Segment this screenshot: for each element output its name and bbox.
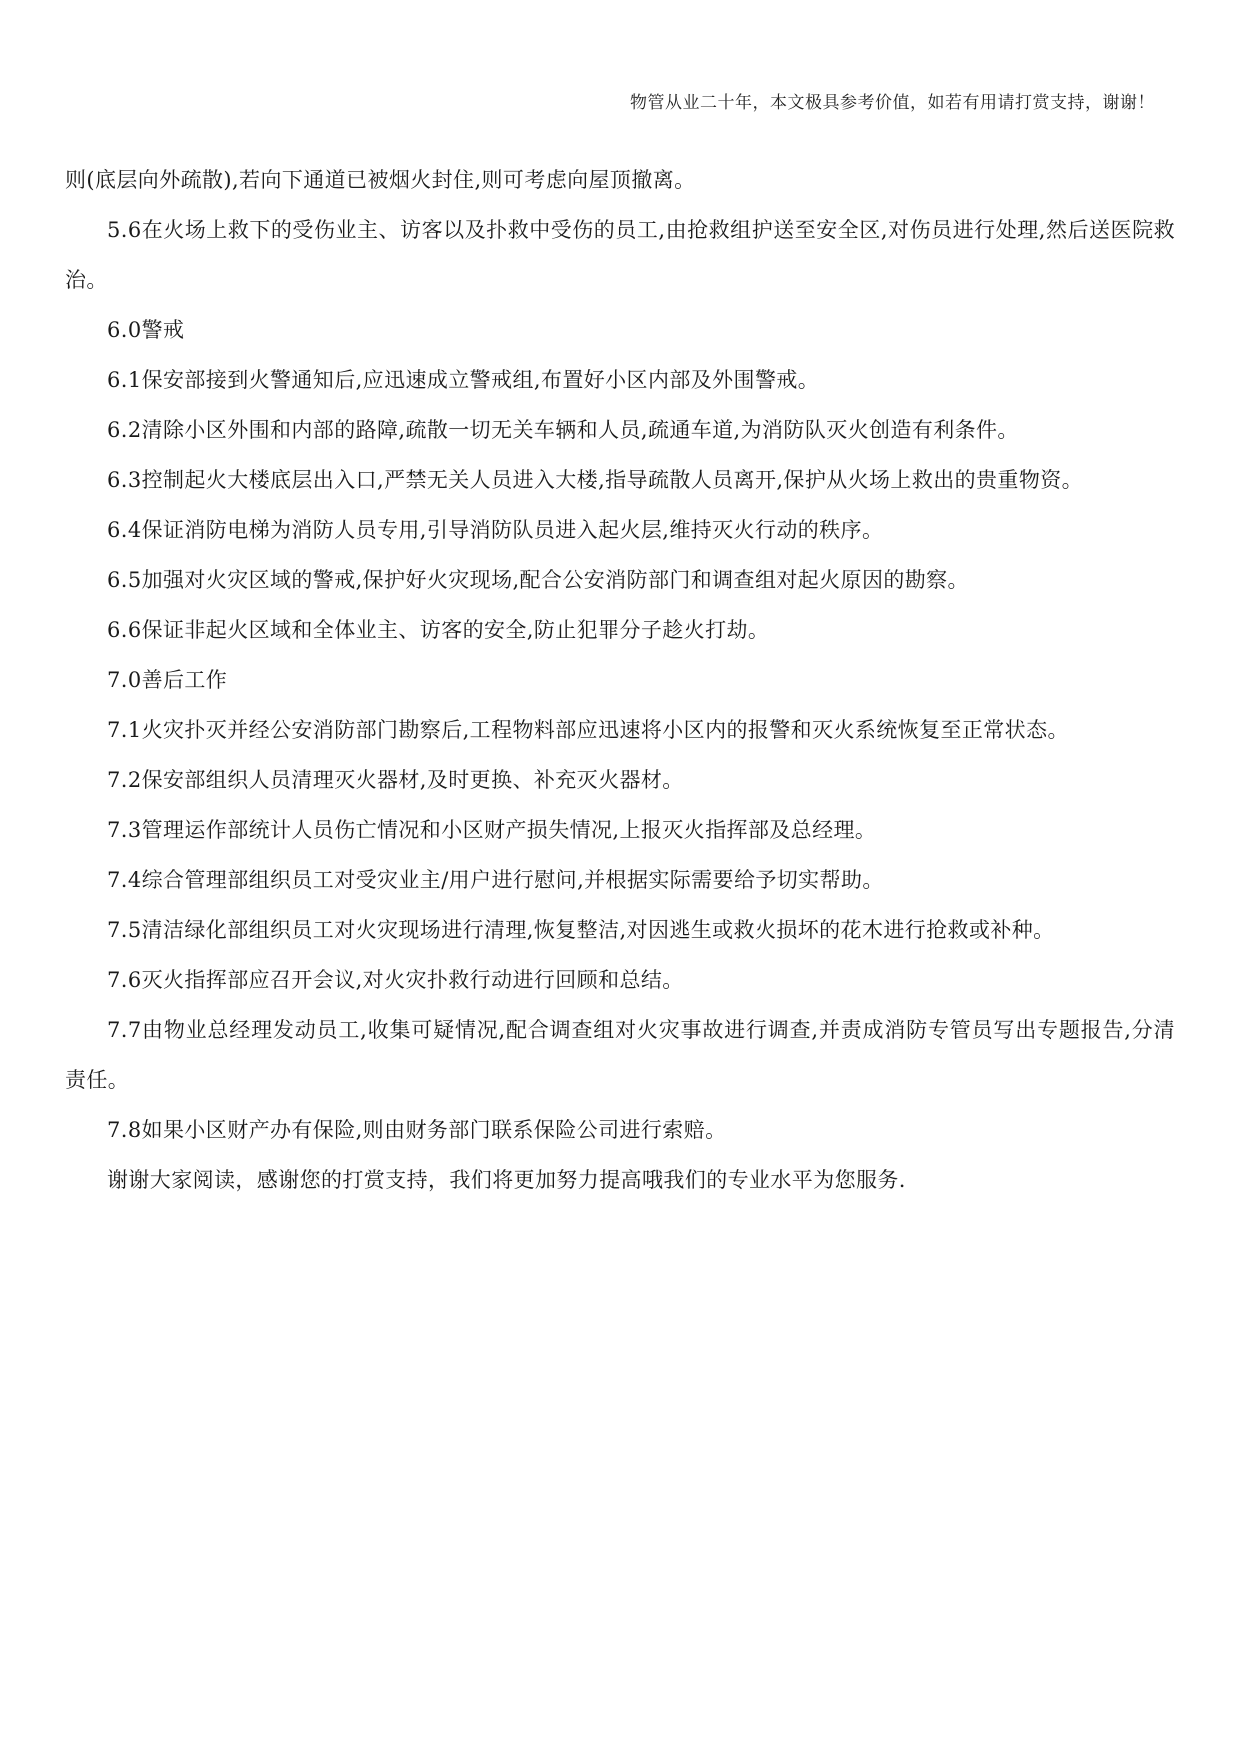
paragraph: 7.6灭火指挥部应召开会议,对火灾扑救行动进行回顾和总结。: [107, 968, 684, 992]
section-heading: 7.0善后工作: [107, 668, 228, 692]
document-body: [65, 155, 1175, 1205]
paragraph: 7.4综合管理部组织员工对受灾业主/用户进行慰问,并根据实际需要给予切实帮助。: [107, 868, 884, 892]
paragraph: 6.6保证非起火区域和全体业主、访客的安全,防止犯罪分子趁火打劫。: [107, 618, 770, 642]
paragraph: 6.5加强对火灾区域的警戒,保护好火灾现场,配合公安消防部门和调查组对起火原因的勘察。: [107, 568, 969, 592]
paragraph: 7.2保安部组织人员清理灭火器材,及时更换、补充灭火器材。: [107, 768, 684, 792]
paragraph: 6.1保安部接到火警通知后,应迅速成立警戒组,布置好小区内部及外围警戒。: [107, 368, 820, 392]
paragraph: 7.3管理运作部统计人员伤亡情况和小区财产损失情况,上报灭火指挥部及总经理。: [107, 818, 877, 842]
section-heading: 6.0警戒: [107, 318, 185, 342]
paragraph: 7.7由物业总经理发动员工,收集可疑情况,配合调查组对火灾事故进行调查,并责成消防专管员写出专题报告,分清责任。: [65, 1018, 1175, 1092]
closing-note: 谢谢大家阅读，感谢您的打赏支持，我们将更加努力提高哦我们的专业水平为您服务.: [107, 1168, 906, 1192]
header-note: 物管从业二十年，本文极具参考价值，如若有用请打赏支持，谢谢！: [630, 93, 1155, 113]
paragraph: 7.5清洁绿化部组织员工对火灾现场进行清理,恢复整洁,对因逃生或救火损坏的花木进行抢救或补种。: [107, 918, 1055, 942]
paragraph: 6.2清除小区外围和内部的路障,疏散一切无关车辆和人员,疏通车道,为消防队灭火创造有利条件。: [107, 418, 1019, 442]
paragraph: 5.6在火场上救下的受伤业主、访客以及扑救中受伤的员工,由抢救组护送至安全区,对伤员进行处理,然后送医院救治。: [65, 218, 1175, 292]
paragraph: 6.3控制起火大楼底层出入口,严禁无关人员进入大楼,指导疏散人员离开,保护从火场上救出的贵重物资。: [107, 468, 1084, 492]
paragraph: 6.4保证消防电梯为消防人员专用,引导消防队员进入起火层,维持灭火行动的秩序。: [107, 518, 884, 542]
paragraph: 则(底层向外疏散),若向下通道已被烟火封住,则可考虑向屋顶撤离。: [65, 168, 696, 192]
paragraph: 7.1火灾扑灭并经公安消防部门勘察后,工程物料部应迅速将小区内的报警和灭火系统恢复至正常状态。: [107, 718, 1069, 742]
paragraph: 7.8如果小区财产办有保险,则由财务部门联系保险公司进行索赔。: [107, 1118, 727, 1142]
